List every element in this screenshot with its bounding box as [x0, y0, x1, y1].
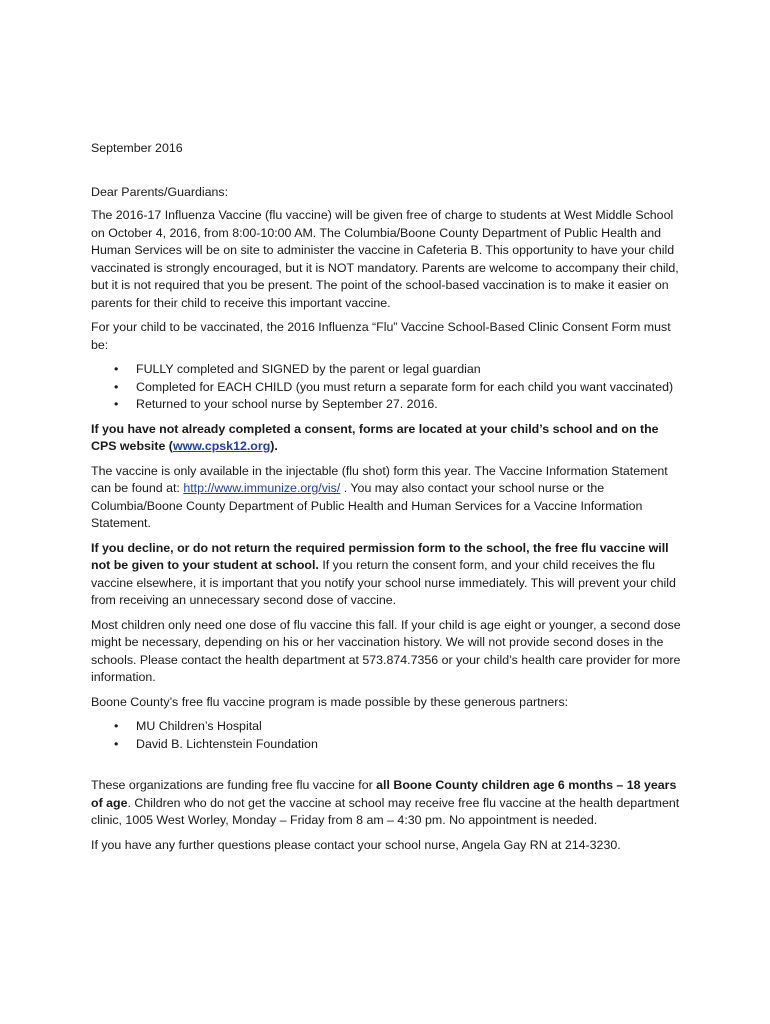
cps-website-link[interactable]: www.cpsk12.org	[172, 439, 271, 453]
list-item-text: FULLY completed and SIGNED by the parent or legal guardian	[136, 362, 481, 376]
closing-paragraph: If you have any further questions please contact your school nurse, Angela Gay RN at 214-3230.	[91, 837, 621, 852]
list-item	[91, 379, 683, 397]
decline-paragraph	[91, 540, 683, 610]
vis-paragraph	[91, 463, 683, 533]
funding-bold-text: all Boone County children age 6 months – 18 years of age	[91, 778, 677, 810]
list-item	[91, 736, 683, 754]
bullet-icon: •	[114, 719, 119, 733]
forms-notice-text: If you have not already completed a consent, forms are located at your child’s school and on the CPS website (	[91, 421, 659, 453]
vis-text-after: . You may also contact your school nurse or the Columbia/Boone County Department of Public Health and Human Services for a Vaccine Information Statement.	[91, 481, 643, 530]
letter-body	[91, 140, 683, 861]
bullet-icon: •	[114, 362, 119, 376]
forms-notice-paragraph	[91, 421, 683, 456]
funding-text-before: These organizations are funding free flu vaccine for	[91, 778, 377, 792]
bullet-icon: •	[114, 379, 119, 394]
intro-paragraph: The 2016-17 Influenza Vaccine (flu vaccine) will be given free of charge to students at West Middle School on October 4, 2016, from 8:00-10:00 AM. The Columbia/Boone County Department of Public Health and Human Services will be on site to administer the vaccine in Cafeteria B. This opportunity to have your child vaccinated is strongly encouraged, but it is NOT mandatory. Parents are welcome to accompany their child, but it is not required that you be present. The point of the school-based vaccination is to make it easier on parents for their child to receive this important vaccine.	[91, 208, 679, 310]
list-item-text: David B. Lichtenstein Foundation	[136, 736, 318, 751]
dose-info-paragraph: Most children only need one dose of flu vaccine this fall. If your child is age eight or younger, a second dose might be necessary, depending on his or her vaccination history. We will not provide second doses in the schools. Please contact the health department at 573.874.7356 or your child’s health care provider for more information.	[91, 617, 681, 684]
list-item	[91, 361, 683, 379]
letter-date: September 2016	[91, 141, 183, 155]
decline-rest-text: If you return the consent form, and your child receives the flu vaccine elsewhere, it is important that you notify your school nurse immediately. This will prevent your child from receiving an unnecessary second dose of vaccine.	[91, 558, 676, 607]
bullet-icon: •	[114, 736, 119, 751]
forms-notice-after: ).	[270, 439, 278, 453]
decline-bold-text: If you decline, or do not return the required permission form to the school, the free flu vaccine will not be given to your student at school.	[91, 540, 669, 572]
list-item-text: Completed for EACH CHILD (you must return a separate form for each child you want vaccinated)	[136, 379, 674, 394]
funding-paragraph	[91, 777, 683, 830]
list-item-text: MU Children’s Hospital	[136, 719, 262, 733]
consent-requirements-list	[91, 361, 683, 414]
partners-intro-paragraph: Boone County’s free flu vaccine program is made possible by these generous partners:	[91, 694, 569, 709]
vis-text-before: The vaccine is only available in the injectable (flu shot) form this year. The Vaccine Information Statement can be found at:	[91, 463, 668, 495]
list-item	[91, 718, 683, 736]
immunize-vis-link[interactable]: http://www.immunize.org/vis/	[183, 481, 341, 495]
bullet-icon: •	[114, 397, 119, 411]
funding-text-after: . Children who do not get the vaccine at school may receive free flu vaccine at the health department clinic, 1005 West Worley, Monday – Friday from 8 am – 4:30 pm. No appointment is needed.	[91, 795, 680, 827]
partners-list	[91, 718, 683, 753]
salutation: Dear Parents/Guardians:	[91, 184, 229, 199]
list-item-text: Returned to your school nurse by September 27. 2016.	[136, 397, 438, 411]
consent-intro-paragraph: For your child to be vaccinated, the 2016 Influenza “Flu” Vaccine School-Based Clinic Consent Form must be:	[91, 320, 671, 352]
list-item	[91, 396, 683, 414]
